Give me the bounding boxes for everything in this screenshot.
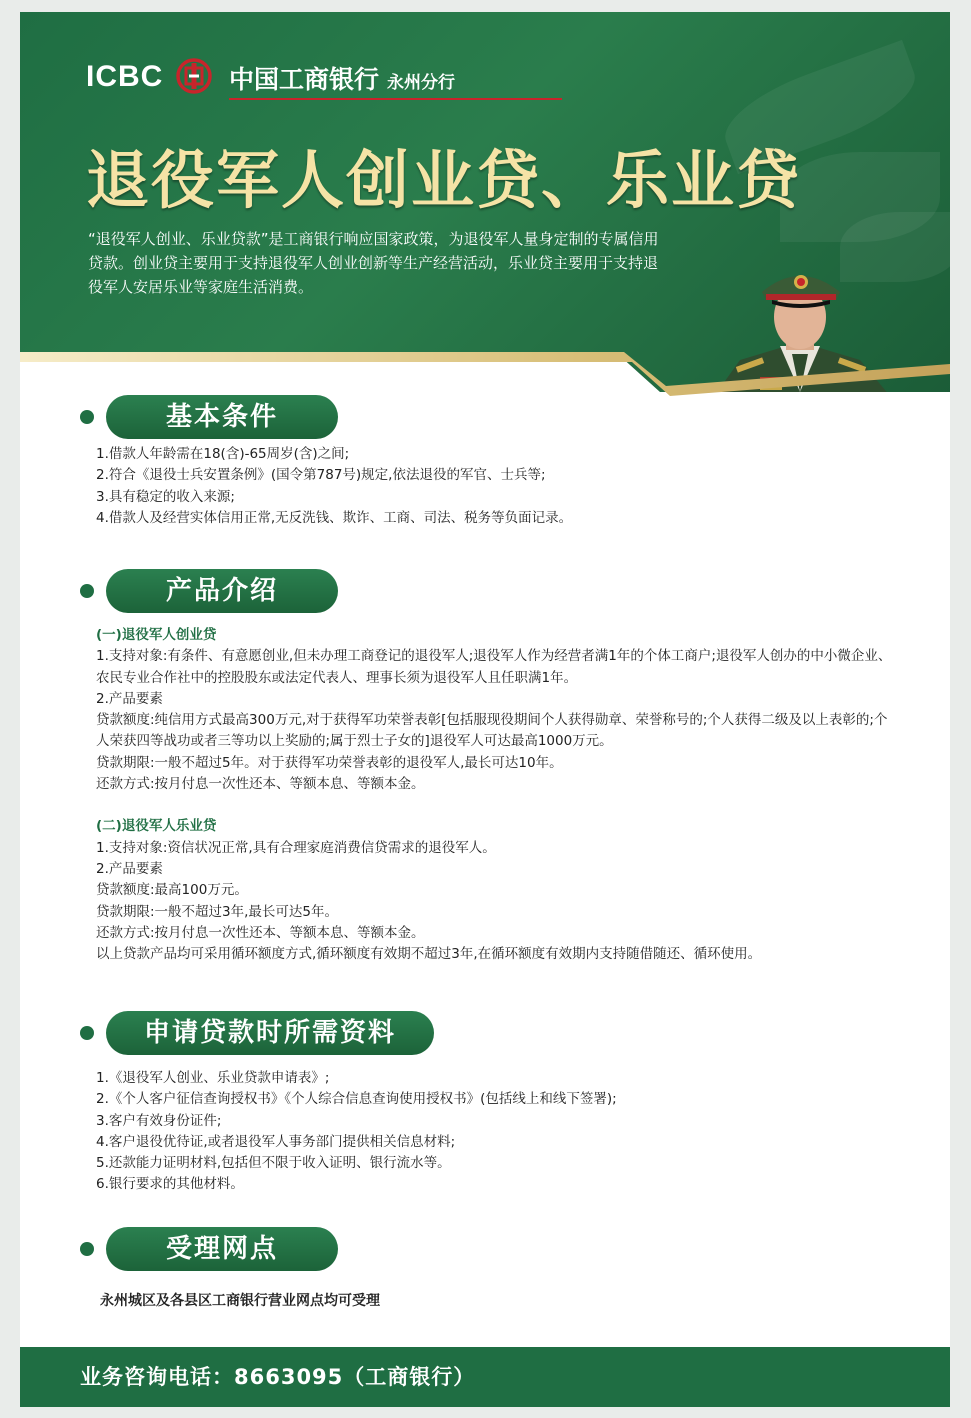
- section-documents-list: [96, 1068, 896, 1196]
- bullet-dot-icon: [80, 1242, 94, 1256]
- list-item: 3.具有稳定的收入来源;: [96, 488, 235, 505]
- startup-target: 1.支持对象:有条件、有意愿创业,但未办理工商登记的退役军人;退役军人作为经营者满1年的个体工商户;退役军人创办的中小微企业、农民专业合作社中的控股股东或法定代表人、理事长须为退役军人且任职满1年。: [96, 648, 892, 686]
- bullet-dot-icon: [80, 410, 94, 424]
- logo-underline: [229, 98, 562, 100]
- list-item: 4.借款人及经营实体信用正常,无反洗钱、欺诈、工商、司法、税务等负面记录。: [96, 509, 573, 526]
- page-title: 退役军人创业贷、乐业贷: [86, 144, 801, 217]
- bullet-dot-icon: [80, 1026, 94, 1040]
- hotline-text: 业务咨询电话：8663095（工商银行）: [80, 1365, 476, 1389]
- bank-name: 中国工商银行 永州分行: [229, 65, 456, 94]
- list-item: 1.《退役军人创业、乐业贷款申请表》;: [96, 1070, 330, 1086]
- bank-branch: 永州分行: [387, 73, 456, 93]
- list-item: 5.还款能力证明材料,包括但不限于收入证明、银行流水等。: [96, 1155, 451, 1172]
- outlets-text: 永州城区及各县区工商银行营业网点均可受理: [100, 1293, 380, 1309]
- list-item: 2.《个人客户征信查询授权书》《个人综合信息查询使用授权书》(包括线上和线下签署);: [96, 1091, 617, 1108]
- startup-term: 贷款期限:一般不超过5年。对于获得军功荣誉表彰的退役军人,最长可达10年。: [96, 754, 563, 771]
- list-item: 1.借款人年龄需在18(含)-65周岁(含)之间;: [96, 446, 350, 462]
- icbc-logo-text: ICBC: [86, 60, 164, 93]
- icbc-emblem-icon: [176, 58, 212, 94]
- leye-repay: 还款方式:按月付息一次性还本、等额本息、等额本金。: [96, 924, 425, 941]
- header-banner: [20, 12, 950, 402]
- startup-loan-heading: (一)退役军人创业贷: [96, 627, 217, 643]
- leye-term: 贷款期限:一般不超过3年,最长可达5年。: [96, 903, 339, 920]
- leye-loan-heading: (二)退役军人乐业贷: [96, 818, 217, 835]
- list-item: 2.符合《退役士兵安置条例》(国令第787号)规定,依法退役的军官、士兵等;: [96, 467, 546, 484]
- list-item: 4.客户退役优待证,或者退役军人事务部门提供相关信息材料;: [96, 1133, 456, 1150]
- leye-target: 1.支持对象:资信状况正常,具有合理家庭消费信贷需求的退役军人。: [96, 839, 496, 856]
- section-outlets-title: 受理网点: [106, 1227, 338, 1271]
- revolving-note: 以上贷款产品均可采用循环额度方式,循环额度有效期不超过3年,在循环额度有效期内支持随借随还、循环使用。: [96, 946, 762, 963]
- list-item: 6.银行要求的其他材料。: [96, 1176, 244, 1193]
- leye-elements-label: 2.产品要素: [96, 860, 163, 877]
- section-product-body: [96, 625, 896, 965]
- section-documents-title: 申请贷款时所需资料: [106, 1011, 434, 1055]
- section-basic-title: 基本条件: [106, 395, 338, 439]
- footer-bar: [20, 1347, 950, 1407]
- startup-repay: 还款方式:按月付息一次性还本、等额本息、等额本金。: [96, 776, 425, 793]
- leye-amount: 贷款额度:最高100万元。: [96, 882, 248, 899]
- intro-text: “退役军人创业、乐业贷款”是工商银行响应国家政策，为退役军人量身定制的专属信用贷款。创业贷主要用于支持退役军人创业创新等生产经营活动，乐业贷主要用于支持退役军人安居乐业等家庭生活消费。: [88, 230, 659, 296]
- poster: [20, 12, 950, 1407]
- section-basic-list: [96, 444, 896, 529]
- startup-elements-label: 2.产品要素: [96, 690, 163, 707]
- bullet-dot-icon: [80, 584, 94, 598]
- section-product-title: 产品介绍: [106, 569, 338, 613]
- startup-amount: 贷款额度:纯信用方式最高300万元,对于获得军功荣誉表彰[包括服现役期间个人获得勋章、荣誉称号的;个人获得二级及以上表彰的;个人荣获四等战功或者三等功以上奖励的;属于烈士子女的]退役军人可达最高1000万元。: [96, 712, 888, 750]
- list-item: 3.客户有效身份证件;: [96, 1112, 222, 1129]
